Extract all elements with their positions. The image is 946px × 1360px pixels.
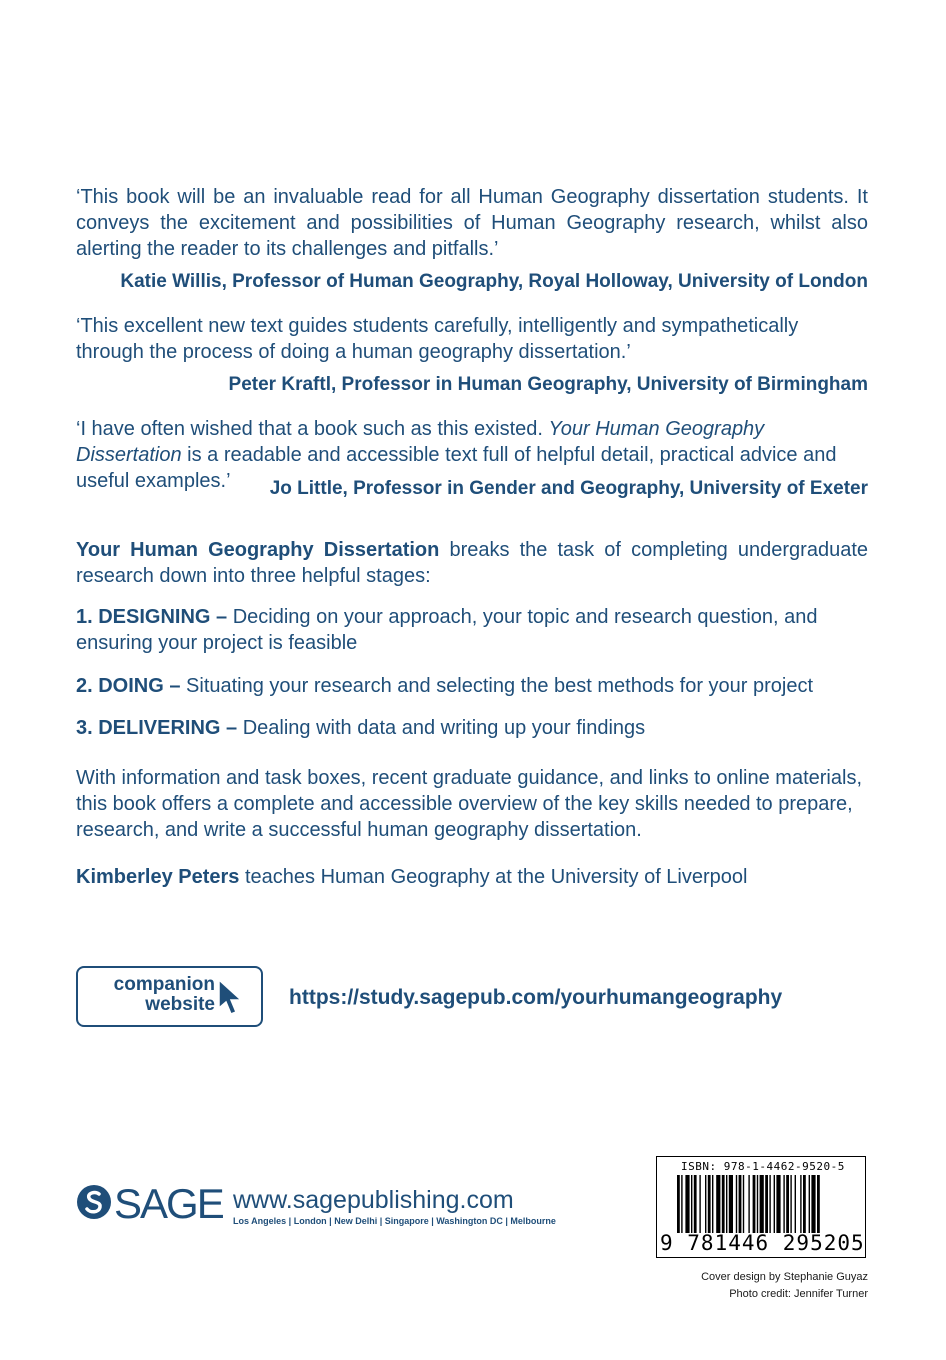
- barcode-bar: [811, 1175, 815, 1233]
- barcode-bar: [705, 1175, 706, 1233]
- stage-designing: [76, 604, 868, 656]
- sage-logo-icon: [76, 1184, 112, 1220]
- barcode-bar: [809, 1175, 810, 1233]
- barcode-bar: [708, 1175, 711, 1233]
- barcode-bar: [681, 1175, 682, 1233]
- barcode-bar: [716, 1175, 720, 1233]
- barcode-bar: [757, 1175, 758, 1233]
- quote-3-text-before: ‘I have often wished that a book such as this existed.: [76, 418, 549, 440]
- barcode-bar: [753, 1175, 756, 1233]
- barcode-bar: [743, 1175, 744, 1233]
- barcode-bar: [694, 1175, 697, 1233]
- barcode-bar: [800, 1175, 801, 1233]
- stage-doing: [76, 673, 868, 699]
- barcode-bar: [795, 1175, 796, 1233]
- barcode-bar: [760, 1175, 764, 1233]
- barcode-bar: [803, 1175, 806, 1233]
- stage-label: 1. DESIGNING –: [76, 606, 228, 628]
- barcode-bar: [769, 1175, 770, 1233]
- author-bio-text: teaches Human Geography at the University of Liverpool: [239, 866, 748, 888]
- quote-2-attribution: Peter Kraftl, Professor in Human Geography, University of Birmingham: [228, 374, 868, 395]
- barcode-bar: [765, 1175, 768, 1233]
- companion-url-link[interactable]: https://study.sagepub.com/yourhumangeography: [289, 986, 783, 1009]
- barcode-bar: [786, 1175, 789, 1233]
- barcode-bar: [739, 1175, 742, 1233]
- stage-text: Deciding on your approach, your topic and research question, and ensuring your project is feasible: [76, 606, 818, 654]
- companion-website-badge[interactable]: [76, 966, 263, 1027]
- barcode-bar: [691, 1175, 692, 1233]
- companion-label: [97, 975, 215, 1015]
- barcode-bar: [722, 1175, 725, 1233]
- stage-text: Situating your research and selecting the best methods for your project: [180, 675, 814, 697]
- isbn-label: ISBN: 978-1-4462-9520-5: [681, 1160, 845, 1173]
- barcode-bar: [712, 1175, 713, 1233]
- intro-book-title: Your Human Geography Dissertation: [76, 539, 440, 561]
- companion-line-1: companion: [113, 974, 215, 995]
- barcode-bar: [729, 1175, 733, 1233]
- barcode-bar: [783, 1175, 784, 1233]
- quote-1-attribution: Katie Willis, Professor of Human Geography, Royal Holloway, University of London: [120, 271, 868, 292]
- sage-logo-text: SAGE: [114, 1180, 223, 1227]
- barcode-bar: [748, 1175, 749, 1233]
- barcode-digits: 9 781446 295205: [660, 1231, 865, 1255]
- quote-3-text-after: is a readable and accessible text full of helpful detail, practical advice and useful examples.’: [76, 444, 837, 492]
- barcode-bar: [736, 1175, 737, 1233]
- barcode-bar: [774, 1175, 775, 1233]
- author-bio: [76, 864, 868, 890]
- publisher-url[interactable]: www.sagepublishing.com: [233, 1186, 514, 1214]
- intro-text: breaks the task of completing undergraduate research down into three helpful stages:: [76, 539, 869, 587]
- stage-label: 3. DELIVERING –: [76, 717, 238, 739]
- intro-paragraph: [76, 537, 868, 589]
- author-name: Kimberley Peters: [76, 866, 240, 888]
- companion-line-2: website: [145, 994, 215, 1015]
- photo-credit: Photo credit: Jennifer Turner: [729, 1288, 868, 1300]
- barcode-bar: [699, 1175, 700, 1233]
- barcode-bar: [685, 1175, 689, 1233]
- cover-design-credit: Cover design by Stephanie Guyaz: [701, 1271, 868, 1283]
- isbn-barcode: [656, 1156, 866, 1258]
- summary-paragraph: With information and task boxes, recent graduate guidance, and links to online materials, this book offers a complete and accessible overview of the key skills needed to prepare, research, and write a successful human geography dissertation.: [76, 767, 862, 841]
- barcode-bar: [677, 1175, 680, 1233]
- barcode-bar: [726, 1175, 727, 1233]
- barcode-bar: [817, 1175, 820, 1233]
- quote-2: ‘This excellent new text guides students carefully, intelligently and sympathetically through the process of doing a human geography dissertation.’: [76, 315, 799, 363]
- stage-delivering: [76, 715, 868, 741]
- publisher-cities: Los Angeles | London | New Delhi | Singapore | Washington DC | Melbourne: [233, 1216, 556, 1226]
- quote-1: ‘This book will be an invaluable read for all Human Geography dissertation students. It conveys the excitement and possibilities of Human Geography research, whilst also alerting the reader to its challenges and pitfalls.’: [76, 186, 868, 260]
- barcode-bar: [776, 1175, 780, 1233]
- quote-3-book-title: Your Human Geography Dissertation: [76, 418, 765, 466]
- quote-3-attribution: Jo Little, Professor in Gender and Geography, University of Exeter: [269, 478, 868, 499]
- barcode-bars: [677, 1175, 863, 1233]
- barcode-bar: [790, 1175, 791, 1233]
- stage-label: 2. DOING –: [76, 675, 181, 697]
- cursor-arrow-icon: [216, 978, 246, 1018]
- stage-text: Dealing with data and writing up your findings: [237, 717, 646, 739]
